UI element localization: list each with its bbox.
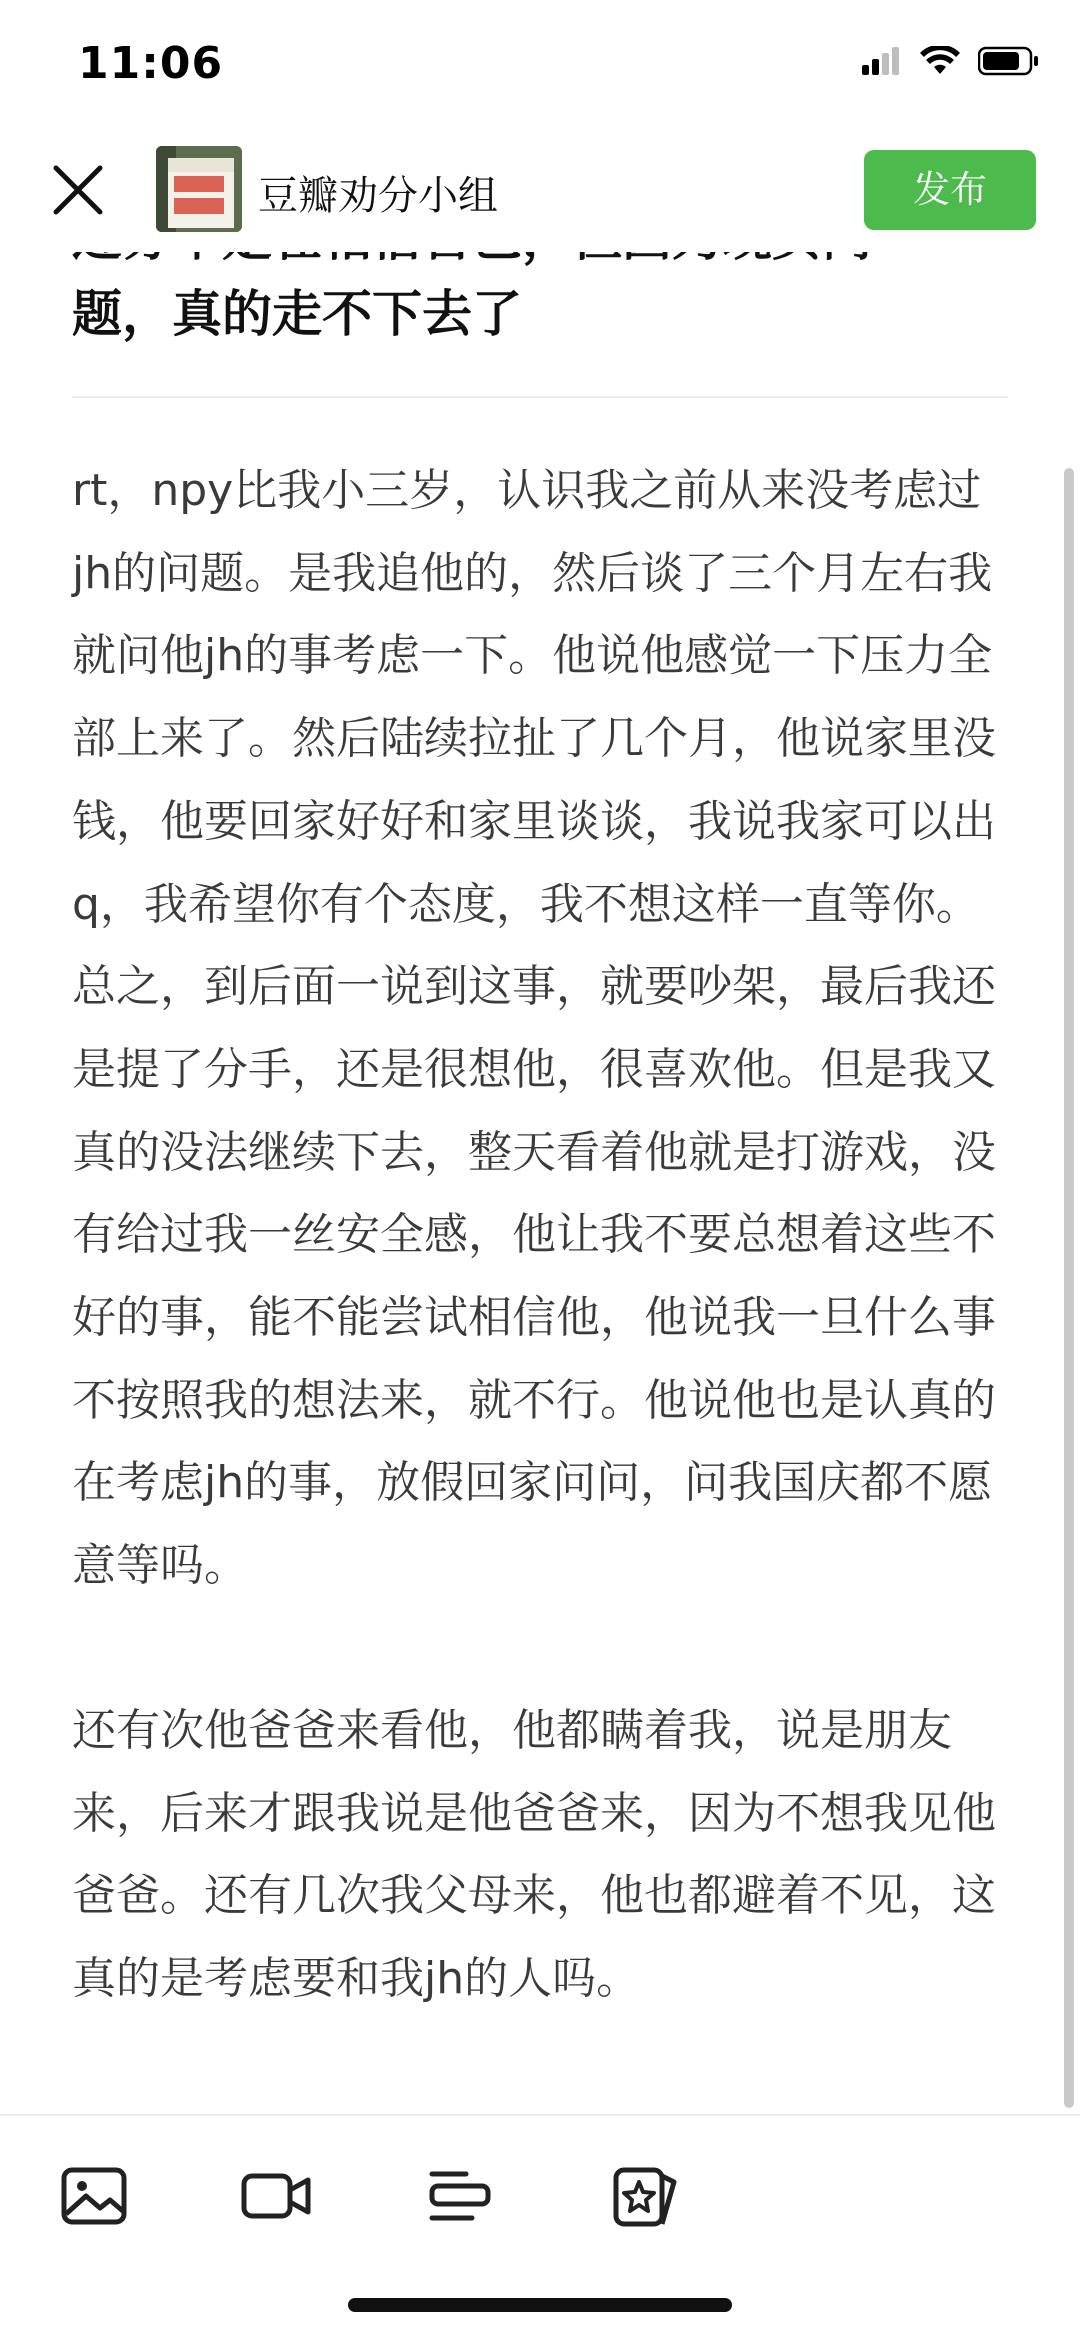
status-icons (862, 46, 1040, 76)
group-avatar[interactable] (156, 146, 242, 232)
text-format-icon[interactable] (424, 2160, 496, 2232)
publish-button[interactable]: 发布 (864, 150, 1036, 230)
wifi-icon (920, 46, 960, 76)
post-title[interactable]: 题，真的走不下去了 (72, 285, 522, 343)
title-divider (72, 396, 1008, 398)
status-time: 11:06 (78, 38, 224, 89)
close-icon[interactable] (48, 160, 108, 220)
group-name[interactable]: 豆瓣劝分小组 (258, 173, 498, 219)
video-icon[interactable] (240, 2160, 312, 2232)
group-avatar-image (156, 146, 242, 232)
top-bar (0, 130, 1080, 252)
post-body[interactable] (72, 450, 1008, 2021)
post-content (72, 200, 1008, 2021)
home-indicator (348, 2298, 732, 2312)
image-icon[interactable] (58, 2160, 130, 2232)
body-paragraph: rt，npy比我小三岁，认识我之前从来没考虑过jh的问题。是我追他的，然后谈了三个月左右我就问他jh的事考虑一下。他说他感觉一下压力全部上来了。然后陆续拉扯了几个月，他说家里没钱，他要回家好好和家里谈谈，我说我家可以出q，我希望你有个态度，我不想这样一直等你。总之，到后面一说到这事，就要吵架，最后我还是提了分手，还是很想他，很喜欢他。但是我又真的没法继续下去，整天看着他就是打游戏，没有给过我一丝安全感，他让我不要总想着这些不好的事，能不能尝试相信他，他说我一旦什么事不按照我的想法来，就不行。他说他也是认真的在考虑jh的事，放假回家问问，问我国庆都不愿意等吗。 (72, 465, 996, 1592)
battery-icon (978, 46, 1040, 76)
sticker-icon[interactable] (610, 2160, 682, 2232)
status-bar (0, 0, 1080, 130)
body-paragraph: 还有次他爸爸来看他，他都瞒着我，说是朋友来，后来才跟我说是他爸爸来，因为不想我见他爸爸。还有几次我父母来，他也都避着不见，这真的是考虑要和我jh的人吗。 (72, 1704, 996, 2004)
cellular-signal-icon (862, 47, 902, 75)
scrollbar[interactable] (1064, 468, 1074, 2108)
